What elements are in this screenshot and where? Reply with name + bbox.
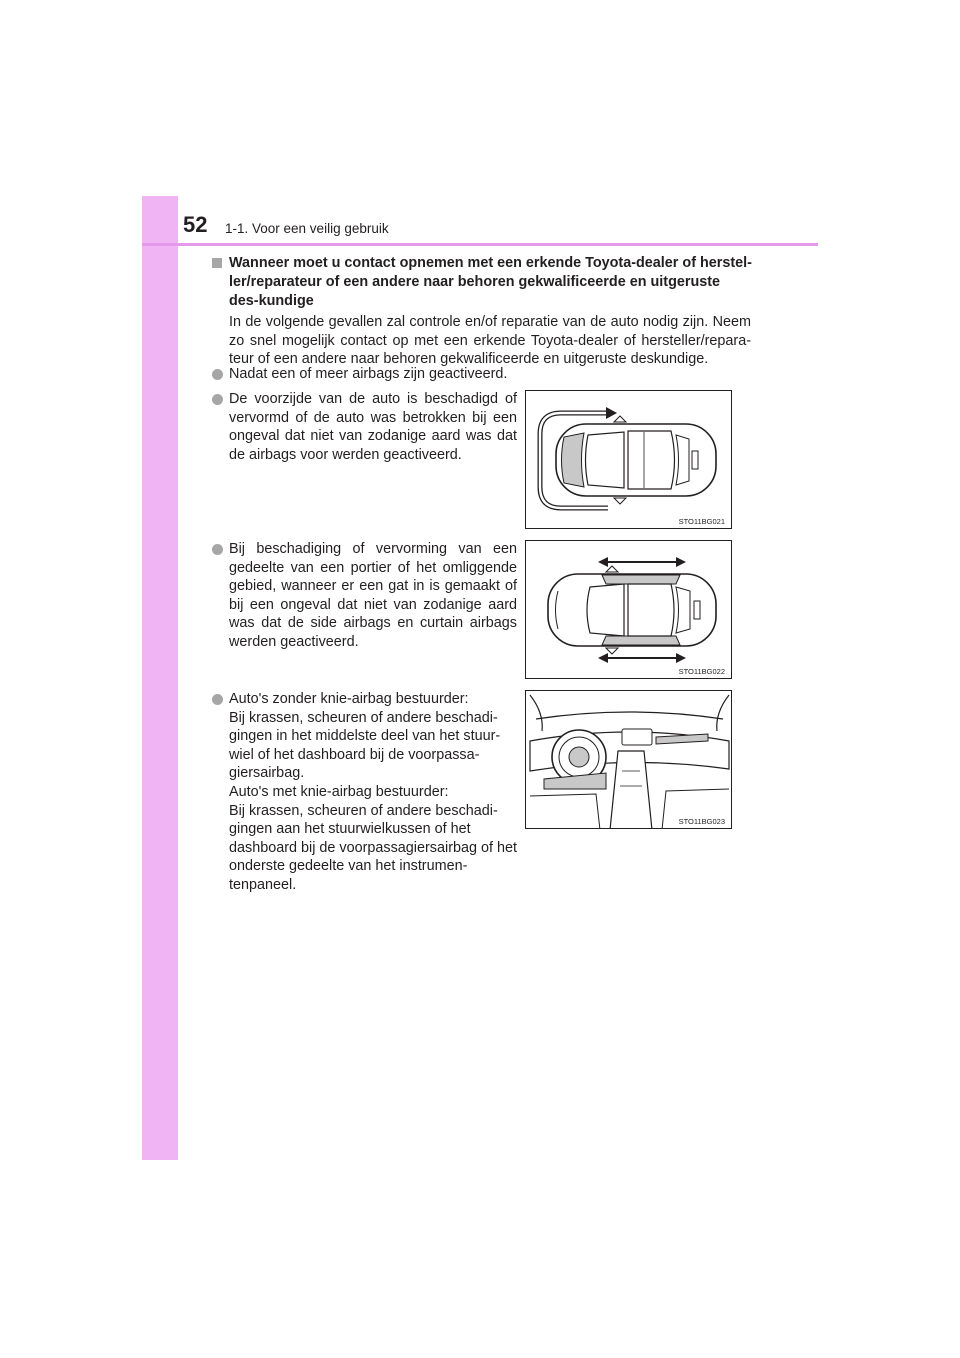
car-top-view-side-illustration <box>526 541 732 679</box>
chapter-title: 1-1. Voor een veilig gebruik <box>225 221 389 236</box>
page-number: 52 <box>183 212 208 237</box>
figure-code: STO11BG023 <box>678 817 725 826</box>
circle-bullet-icon <box>212 394 223 405</box>
bullet-item-door-damage <box>212 540 517 652</box>
section-title <box>212 254 752 311</box>
bullet-text: Bij beschadiging of vervorming van een gedeelte van een portier of het omliggende gebied, wanneer er een gat in is gemaakt of bij een ongeval dat niet van zodanige aard was dat de side airbags en curtain airbags werden geactiveerd. <box>229 541 517 650</box>
header-rule <box>142 243 818 246</box>
bullet-item-front-damage <box>212 390 517 464</box>
circle-bullet-icon <box>212 694 223 705</box>
circle-bullet-icon <box>212 544 223 555</box>
circle-bullet-icon <box>212 369 223 380</box>
bullet-line-no-knee-airbag-detail: Bij krassen, scheuren of andere beschadi-gingen in het middelste deel van het stuur-wiel of het dashboard bij de voorpassa-giersairbag. <box>229 709 501 782</box>
bullet-item-steering-dashboard <box>212 690 517 895</box>
figure-dashboard-interior <box>525 690 732 829</box>
bullet-line-no-knee-airbag: Auto's zonder knie-airbag bestuurder: <box>229 691 469 707</box>
figure-front-damage <box>525 390 732 529</box>
bullet-line-knee-airbag: Auto's met knie-airbag bestuurder: <box>229 783 449 800</box>
intro-paragraph: In de volgende gevallen zal controle en/of reparatie van de auto nodig zijn. Neem zo snel mogelijk contact op met een erkende Toyota-dealer of hersteller/repara-teur of een andere naar behoren gekwalificeerde en uitgeruste deskundige. <box>229 314 751 367</box>
figure-side-damage <box>525 540 732 679</box>
section-title-text: Wanneer moet u contact opnemen met een erkende Toyota-dealer of herstel-ler/reparateur of een andere naar behoren gekwalificeerde en uitgeruste des-kundige <box>229 255 752 309</box>
figure-code: STO11BG021 <box>678 517 725 526</box>
bullet-line-knee-airbag-detail: Bij krassen, scheuren of andere beschadi-gingen aan het stuurwielkussen of het dashboard bij de voorpassagiersairbag of het onderste gedeelte van het instrumen-tenpaneel. <box>229 802 518 893</box>
bullet-item-airbags-activated <box>212 365 752 384</box>
bullet-text <box>212 690 517 895</box>
car-top-view-front-illustration <box>526 391 732 529</box>
dashboard-interior-illustration <box>526 691 732 829</box>
bullet-text: De voorzijde van de auto is beschadigd of vervormd of de auto was betrokken bij een ongeval dat niet van zodanige aard was dat de airbags voor werden geactiveerd. <box>229 391 517 463</box>
chapter-side-tab <box>142 196 178 1160</box>
square-bullet-icon <box>212 258 222 268</box>
figure-code: STO11BG022 <box>678 667 725 676</box>
bullet-text: Nadat een of meer airbags zijn geactiveerd. <box>229 366 508 382</box>
